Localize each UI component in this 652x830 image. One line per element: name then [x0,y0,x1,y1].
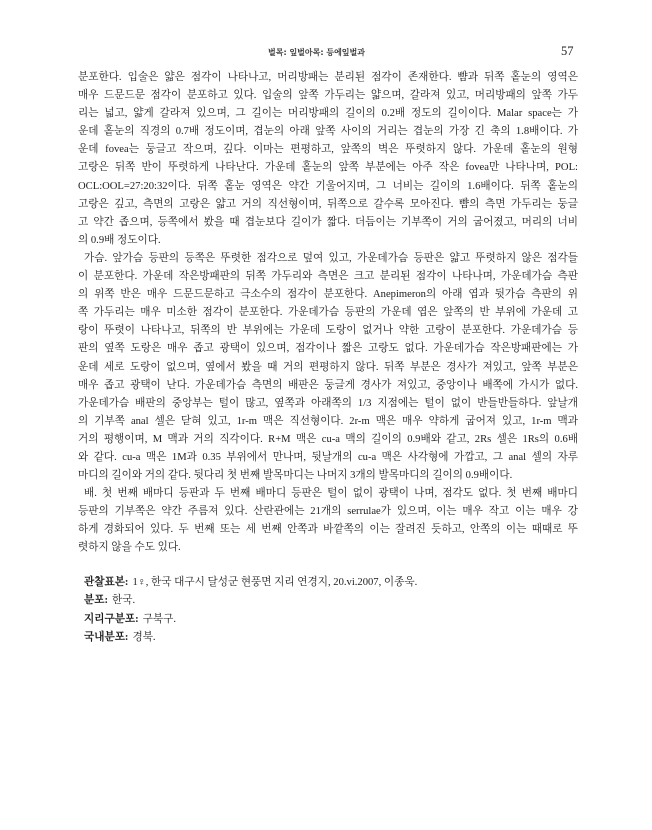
text-line: 운데 fovea는 둥글고 작으며, 깊다. 이마는 편평하고, 앞쪽의 벽은 뚜렷하지 않다. 가운데 홑눈의 원형 [78,144,578,156]
text-line: 고랑은 뒤쪽 반이 뚜렷하게 나타난다. 가운데 홑눈의 앞쪽 부분에는 아주 작은 fovea만 나타나며, POL: [78,162,578,174]
specimen-info [84,574,578,647]
paragraph-head-continuation [78,69,578,250]
text-line: 판의 옆쪽 도랑은 매우 좁고 광택이 있으며, 점각이나 짧은 고랑도 없다. 가운데가슴 작은방패판에는 가 [78,343,578,355]
specimen-label: 국내분포: [84,631,129,643]
text-line: 의 위쪽 반은 매우 드문드문하고 극소수의 점각이 분포한다. Anepimeron의 아래 엽과 뒷가슴 측판의 위 [78,289,578,301]
text-line: 배. 첫 번째 배마디 등판과 두 번째 배마디 등판은 털이 없이 광택이 나며, 점각도 없다. 첫 번째 배마디 [84,488,578,500]
text-line: 가슴. 앞가슴 등판의 등쪽은 뚜렷한 점각으로 덮여 있고, 가운데가슴 등판은 얇고 뚜렷하지 않은 점각들 [84,252,578,264]
specimen-row-domestic [84,629,578,647]
text-line: 가운데가슴 배판의 중앙부는 털이 많고, 옆쪽과 아래쪽의 1/3 지점에는 털이 없이 반들반들하다. 앞날개 [78,397,578,409]
text-line: 랑이 뚜렷이 나타나고, 뒤쪽의 반 부위에는 가운데 도랑이 없거나 약한 고랑이 분포한다. 가운데가슴 등 [78,325,578,337]
body-text [78,69,578,558]
specimen-row-zoogeographic [84,611,578,629]
paragraph-abdomen [78,485,578,557]
specimen-row-distribution [84,592,578,610]
text-line: 렷하지 않을 수도 있다. [78,542,181,554]
text-line: 고 약간 좁으며, 등쪽에서 봤을 때 겹눈보다 길이가 짧다. 더듬이는 기부쪽이 거의 굽어졌고, 머리의 너비 [78,216,578,228]
text-line: 운데 홑눈의 직경의 0.7배 정도이며, 겹눈의 아래 앞쪽 사이의 거리는 겹눈의 가장 긴 축의 1.8배이다. 가 [78,126,578,138]
text-line: OCL:OOL=27:20:32이다. 뒤쪽 홑눈 영역은 약간 기울어지며, 그 너비는 길이의 1.6배이다. 뒤쪽 홑눈의 [78,180,578,192]
specimen-label: 지리구분포: [84,613,139,625]
text-line: 매우 좁고 광택이 난다. 가운데가슴 측면의 배판은 둥글게 경사가 져있고, 중앙이나 배쪽에 가시가 없다. [78,379,578,391]
running-header: 벌목: 잎벌아목: 등에잎벌과 [268,48,365,57]
specimen-value: 구북구. [142,613,177,625]
text-line: 하게 경화되어 있다. 두 번째 또는 세 번째 안쪽과 바깥쪽의 이는 잘려진 듯하고, 안쪽의 이는 때때로 뚜 [78,524,578,536]
specimen-label: 분포: [84,595,108,607]
specimen-label: 관찰표본: [84,577,129,588]
text-line: 등판의 기부쪽은 약간 주름져 있다. 산란관에는 21개의 serrulae가 있으며, 이는 매우 작고 이는 매우 강 [78,506,578,518]
text-line: 매우 드문드문 점각이 분포하고 있다. 입술의 앞쪽 가두리는 얇으며, 갈라져 있고, 머리방패의 앞쪽 가두 [78,90,578,102]
specimen-value: 한국. [112,595,136,607]
text-line: 이 분포한다. 가운데 작은방패판의 뒤쪽 가두리와 측면은 크고 분리된 점각이 나타나며, 가운데가슴 측판 [78,271,578,283]
text-line: 쪽 가두리는 매우 미소한 점각이 분포한다. 가운데가슴 등판의 가운데 엽은 앞쪽의 반 부위에 가운데 고 [78,307,578,319]
page-number: 57 [561,44,574,58]
specimen-value: 경북. [132,631,156,643]
paragraph-thorax [78,250,578,485]
text-line: 마디의 길이와 거의 같다. 뒷다리 첫 번째 발목마디는 나머지 3개의 발목마디의 길이의 0.9배이다. [78,470,513,482]
text-line: 고랑은 깊고, 측면의 고랑은 얇고 거의 직선형이며, 뒤쪽으로 갈수록 모아진다. 뺨의 측면 가두리는 둥글 [78,198,578,210]
text-line: 의 0.9배 정도이다. [78,234,161,246]
text-line: 분포한다. 입술은 얇은 점각이 나타나고, 머리방패는 분리된 점각이 존재한다. 뺨과 뒤쪽 홑눈의 영역은 [78,72,578,83]
specimen-row-examined [84,574,578,592]
text-line: 운데 세로 도랑이 없으며, 옆에서 봤을 때 거의 편평하지 않다. 뒤쪽 부분은 경사가 져있고, 앞쪽 부분은 [78,361,578,373]
text-line: 의 기부쪽 anal 셀은 닫혀 있고, 1r-m 맥은 직선형이다. 2r-m 맥은 매우 약하게 굽어져 있고, 1r-m 맥과 [78,415,578,427]
text-line: 와 같다. cu-a 맥은 1M과 0.35 부위에서 만나며, 뒷날개의 cu-a 맥은 사각형에 가깝고, 그 anal 셀의 자루 [78,451,578,463]
text-line: 거의 평행이며, M 맥과 거의 직각이다. R+M 맥은 cu-a 맥의 길이의 0.9배와 같고, 2Rs 셀은 1Rs의 0.6배 [78,433,578,445]
specimen-value: 1♀, 한국 대구시 달성군 현풍면 지리 연경지, 20.vi.2007, 이종욱. [132,577,418,588]
text-line: 리는 넓고, 얇게 갈라져 있으며, 그 길이는 머리방패의 길이의 0.2배 정도의 길이이다. Malar space는 가 [78,108,578,120]
